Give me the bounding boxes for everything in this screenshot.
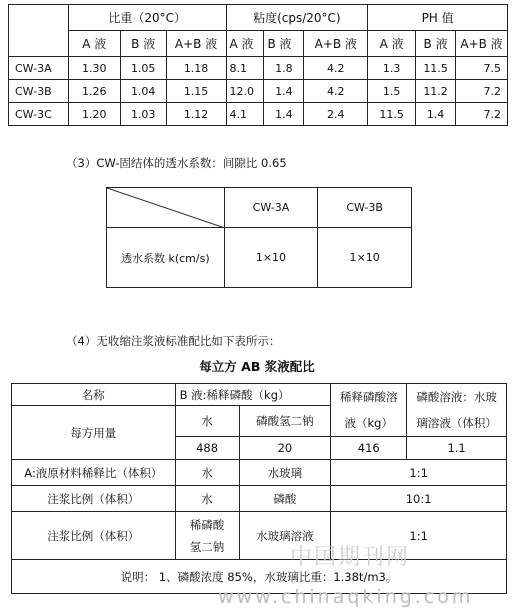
col-cw-3b: CW-3B <box>318 188 412 228</box>
header-dilute-acid <box>331 384 407 437</box>
cell: 4.2 <box>304 57 368 80</box>
subheader: A 液 <box>68 31 120 57</box>
row-name: CW-3A <box>9 57 69 80</box>
diagonal-line <box>107 188 225 228</box>
cell: 1.4 <box>416 103 456 126</box>
cell: 12.0 <box>226 80 264 103</box>
grout2-a-line1: 稀磷酸 <box>189 517 225 532</box>
cell: 1.03 <box>120 103 166 126</box>
table-row <box>9 57 508 80</box>
table-row <box>9 103 508 126</box>
grout2-a-line2: 氢二钠 <box>189 539 225 554</box>
cell: 1.05 <box>120 57 166 80</box>
cell: 1.5 <box>368 80 416 103</box>
row-label-grout-1: 注浆比例（体积） <box>12 486 176 512</box>
subheader: A+B 液 <box>456 31 508 57</box>
grout2-a <box>175 512 239 560</box>
table-note: 说明： 1、磷酸浓度 85%，水玻璃比重：1.38t/m3。 <box>12 560 507 594</box>
cell: 1.3 <box>368 57 416 80</box>
cell: 7.2 <box>456 80 508 103</box>
value-water: 488 <box>175 437 239 460</box>
header-volume-ratio <box>407 384 507 437</box>
watermark-cn: 中国期刊网 <box>290 545 411 570</box>
row-label-a-ratio: A:液原材料稀释比（体积） <box>12 460 176 486</box>
header-specific-gravity: 比重（20°C） <box>68 5 226 31</box>
table-title: 每立方 AB 浆液配比 <box>199 359 315 374</box>
header-volume-ratio-line2: 璃溶液（体积） <box>416 416 497 430</box>
properties-table <box>8 4 508 126</box>
a-glass: 水玻璃 <box>239 460 331 486</box>
header-dilute-acid-line1: 稀释磷酸溶 <box>339 390 398 404</box>
value-volume-ratio: 1.1 <box>407 437 507 460</box>
a-ratio-value: 1:1 <box>331 460 507 486</box>
cell: 8.1 <box>226 57 264 80</box>
row-name: CW-3B <box>9 80 69 103</box>
grout1-value: 10:1 <box>331 486 507 512</box>
cell: 11.5 <box>416 57 456 80</box>
cell: 4.2 <box>304 80 368 103</box>
subheader-water: 水 <box>175 406 239 437</box>
cell: 7.5 <box>456 57 508 80</box>
cell: 4.1 <box>226 103 264 126</box>
row-label-per-cubic: 每方用量 <box>12 406 176 460</box>
cell: 1.30 <box>68 57 120 80</box>
cell: 1.12 <box>166 103 226 126</box>
cell: 1.20 <box>68 103 120 126</box>
value-cw-3b: 1×10 <box>318 228 412 288</box>
subheader: B 液 <box>264 31 304 57</box>
a-water: 水 <box>175 460 239 486</box>
cell: 1.04 <box>120 80 166 103</box>
header-ph: PH 值 <box>368 5 508 31</box>
row-label-grout-2: 注浆比例（体积） <box>12 512 176 560</box>
grout2-value: 1:1 <box>331 512 507 560</box>
watermark-url: www.chinaqking.com <box>218 586 474 608</box>
diagonal-header-cell <box>107 188 225 228</box>
grout1-water: 水 <box>175 486 239 512</box>
cell: 1.15 <box>166 80 226 103</box>
subheader: A+B 液 <box>304 31 368 57</box>
value-sodium: 20 <box>239 437 331 460</box>
cell: 1.26 <box>68 80 120 103</box>
cell: 1.18 <box>166 57 226 80</box>
cell: 2.4 <box>304 103 368 126</box>
corner-cell <box>9 5 69 57</box>
header-volume-ratio-line1: 磷酸溶液：水玻 <box>416 390 497 404</box>
grout-ratio-table <box>11 383 507 594</box>
col-cw-3a: CW-3A <box>224 188 318 228</box>
subheader: B 液 <box>416 31 456 57</box>
permeability-table <box>106 187 412 288</box>
subheader: A 液 <box>226 31 264 57</box>
header-viscosity: 粘度(cps/20°C) <box>226 5 368 31</box>
grout2-b: 水玻璃溶液 <box>239 512 331 560</box>
subheader: B 液 <box>120 31 166 57</box>
grout1-acid: 磷酸 <box>239 486 331 512</box>
subheader-sodium: 磷酸氢二钠 <box>239 406 331 437</box>
value-dilute-acid: 416 <box>331 437 407 460</box>
subheader: A 液 <box>368 31 416 57</box>
cell: 1.8 <box>264 57 304 80</box>
section-4-heading: （4）无收缩注浆液标准配比如下表所示： <box>66 334 281 348</box>
section-3-heading: （3）CW-固结体的透水系数：间隙比 0.65 <box>66 156 287 170</box>
header-b-liquid: B 液:稀释磷酸（kg） <box>175 384 331 406</box>
value-cw-3a: 1×10 <box>224 228 318 288</box>
row-label-permeability: 透水系数 k(cm/s) <box>107 228 225 288</box>
subheader: A+B 液 <box>166 31 226 57</box>
cell: 11.5 <box>368 103 416 126</box>
cell: 1.4 <box>264 103 304 126</box>
header-name: 名称 <box>12 384 176 406</box>
table-row <box>9 80 508 103</box>
row-name: CW-3C <box>9 103 69 126</box>
header-dilute-acid-line2: 液（kg） <box>344 416 393 430</box>
cell: 7.2 <box>456 103 508 126</box>
cell: 11.2 <box>416 80 456 103</box>
cell: 1.4 <box>264 80 304 103</box>
